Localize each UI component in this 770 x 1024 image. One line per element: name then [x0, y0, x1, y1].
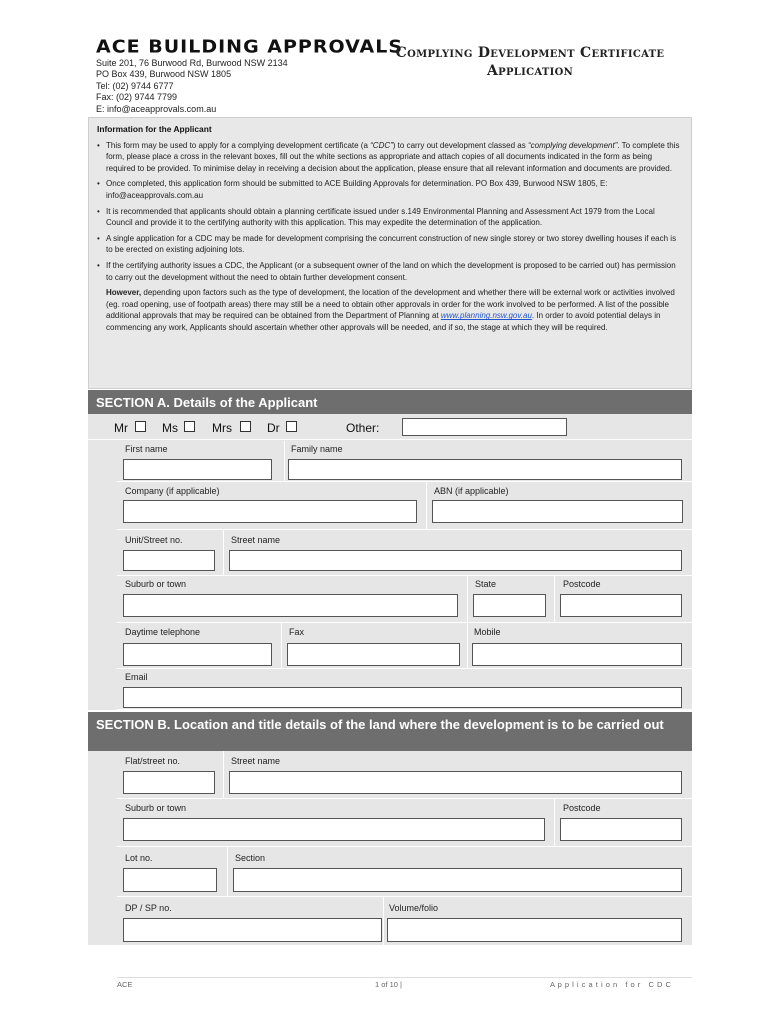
title-dr-checkbox[interactable] — [286, 421, 297, 432]
dp-sp-no-input[interactable] — [123, 918, 382, 942]
volume-folio-label: Volume/folio — [389, 903, 439, 913]
lot-row — [117, 847, 692, 897]
divider — [284, 441, 285, 481]
section-input[interactable] — [233, 868, 682, 892]
fax-input[interactable] — [287, 643, 460, 666]
land-street-row — [117, 751, 692, 799]
applicant-suburb-row — [117, 576, 692, 623]
mobile-input[interactable] — [472, 643, 682, 666]
names-row — [117, 441, 692, 482]
email-row — [117, 669, 692, 710]
divider — [426, 482, 427, 529]
title-other-label: Other: — [346, 421, 380, 435]
address-line: PO Box 439, Burwood NSW 1805 — [96, 69, 232, 80]
info-paragraph: However, depending upon factors such as the type of development, the location of the development and whether there will be external work or activities involved (eg. road opening, use of footpath areas) there may still be a need to obtain other approvals in order for the work involved to be performed. A list of the possible additional approvals that may be required can be obtained from the Department of Planning at www.planning.nsw.gov.au. In order to avoid potential delays in commencing any work, Applicants should ascertain whether other approvals will be needed, and if so, the stage at which they will be required. — [106, 288, 675, 332]
footer-right: A p p l i c a t i o n f o r C D C — [550, 980, 672, 989]
title-row — [88, 414, 692, 440]
title-dr-label: Dr — [267, 421, 280, 435]
divider — [554, 799, 555, 846]
family-name-input[interactable] — [288, 459, 682, 480]
lot-no-input[interactable] — [123, 868, 217, 892]
document-title-line2: Application — [486, 63, 574, 79]
info-heading: Information for the Applicant — [97, 124, 212, 134]
land-suburb-label: Suburb or town — [125, 803, 187, 813]
unit-street-no-label: Unit/Street no. — [125, 535, 183, 545]
divider — [554, 576, 555, 622]
section-b-header: SECTION B. Location and title details of the land where the development is to be carried out — [88, 712, 692, 751]
abn-label: ABN (if applicable) — [434, 486, 509, 496]
flat-street-no-label: Flat/street no. — [125, 756, 181, 766]
section-a-header: SECTION A. Details of the Applicant — [88, 390, 692, 414]
applicant-street-row — [117, 530, 692, 576]
land-postcode-label: Postcode — [563, 803, 601, 813]
lot-no-label: Lot no. — [125, 853, 153, 863]
info-bullet: • If the certifying authority issues a CDC, the Applicant (or a subsequent owner of the land on which the development is proposed to be carried out) has permission to carry out the development without the need to obtain further development consent. — [97, 260, 683, 283]
dp-row — [117, 897, 692, 945]
info-bullet: • A single application for a CDC may be made for development comprising the concurrent construction of new single storey or two storey dwelling houses if each is to be erected on existing adjoining lots. — [97, 233, 683, 256]
street-name-label: Street name — [231, 535, 281, 545]
divider — [223, 530, 224, 575]
street-name-input[interactable] — [229, 550, 682, 571]
title-other-input[interactable] — [402, 418, 567, 436]
fax-label: Fax — [289, 627, 305, 637]
divider — [227, 847, 228, 896]
divider — [467, 576, 468, 622]
suburb-input[interactable] — [123, 594, 458, 617]
state-input[interactable] — [473, 594, 546, 617]
planning-link[interactable]: www.planning.nsw.gov.au — [440, 311, 532, 321]
section-label: Section — [235, 853, 266, 863]
mobile-label: Mobile — [474, 627, 501, 637]
phone-row — [117, 623, 692, 669]
postcode-label: Postcode — [563, 579, 601, 589]
address-line: Tel: (02) 9744 6777 — [96, 80, 174, 91]
page-number: 1 of 10 | — [375, 980, 402, 989]
divider — [383, 897, 384, 945]
family-name-label: Family name — [291, 444, 343, 454]
document-title-line1: Complying Development Certificate — [395, 45, 665, 61]
company-row — [117, 482, 692, 530]
title-mr-checkbox[interactable] — [135, 421, 146, 432]
company-address — [96, 58, 288, 115]
title-mr-label: Mr — [114, 421, 128, 435]
company-label: Company (if applicable) — [125, 486, 220, 496]
divider — [281, 623, 282, 668]
company-logo: ACE BUILDING APPROVALS — [96, 36, 404, 58]
land-suburb-row — [117, 799, 692, 847]
info-bullet: • Once completed, this application form should be submitted to ACE Building Approvals for determination. PO Box 439, Burwood NSW 1805, E: info@aceapprovals.com.au — [97, 178, 683, 201]
company-input[interactable] — [123, 500, 417, 523]
land-postcode-input[interactable] — [560, 818, 682, 841]
info-bullet: • It is recommended that applicants should obtain a planning certificate issued under s.149 Environmental Planning and Assessment Act 1979 from the Local Council and provide it to the certifying authority with this application. This may expedite the determination of the application. — [97, 206, 683, 229]
land-street-name-label: Street name — [231, 756, 281, 766]
footer-left: ACE — [117, 980, 133, 989]
daytime-telephone-input[interactable] — [123, 643, 272, 666]
address-line: Fax: (02) 9744 7799 — [96, 92, 178, 103]
volume-folio-input[interactable] — [387, 918, 682, 942]
suburb-label: Suburb or town — [125, 579, 187, 589]
daytime-telephone-label: Daytime telephone — [125, 627, 201, 637]
title-mrs-label: Mrs — [212, 421, 232, 435]
land-suburb-input[interactable] — [123, 818, 545, 841]
info-bullet: • This form may be used to apply for a complying development certificate (a “CDC”) to carry out development classed as “complying development”. To complete this form, please place a cross in the relevant boxes, fill out the white sections as appropriate and attach copies of all documents indicated in the form as being required to be provided. To minimise delay in receiving a decision about the application, please ensure that all relevant information and documents are provided. — [97, 140, 683, 175]
postcode-input[interactable] — [560, 594, 682, 617]
address-line: E: info@aceapprovals.com.au — [96, 103, 217, 114]
document-title — [350, 44, 710, 80]
footer-rule — [117, 977, 692, 978]
flat-street-no-input[interactable] — [123, 771, 215, 794]
dp-sp-no-label: DP / SP no. — [125, 903, 172, 913]
email-label: Email — [125, 672, 148, 682]
state-label: State — [475, 579, 497, 589]
unit-street-no-input[interactable] — [123, 550, 215, 571]
title-ms-checkbox[interactable] — [184, 421, 195, 432]
email-input[interactable] — [123, 687, 682, 708]
address-line: Suite 201, 76 Burwood Rd, Burwood NSW 2134 — [96, 58, 288, 68]
abn-input[interactable] — [432, 500, 683, 523]
applicant-information-box — [88, 117, 692, 389]
divider — [223, 751, 224, 798]
title-ms-label: Ms — [162, 421, 178, 435]
first-name-label: First name — [125, 444, 168, 454]
land-street-name-input[interactable] — [229, 771, 682, 794]
title-mrs-checkbox[interactable] — [240, 421, 251, 432]
divider — [467, 623, 468, 668]
first-name-input[interactable] — [123, 459, 272, 480]
